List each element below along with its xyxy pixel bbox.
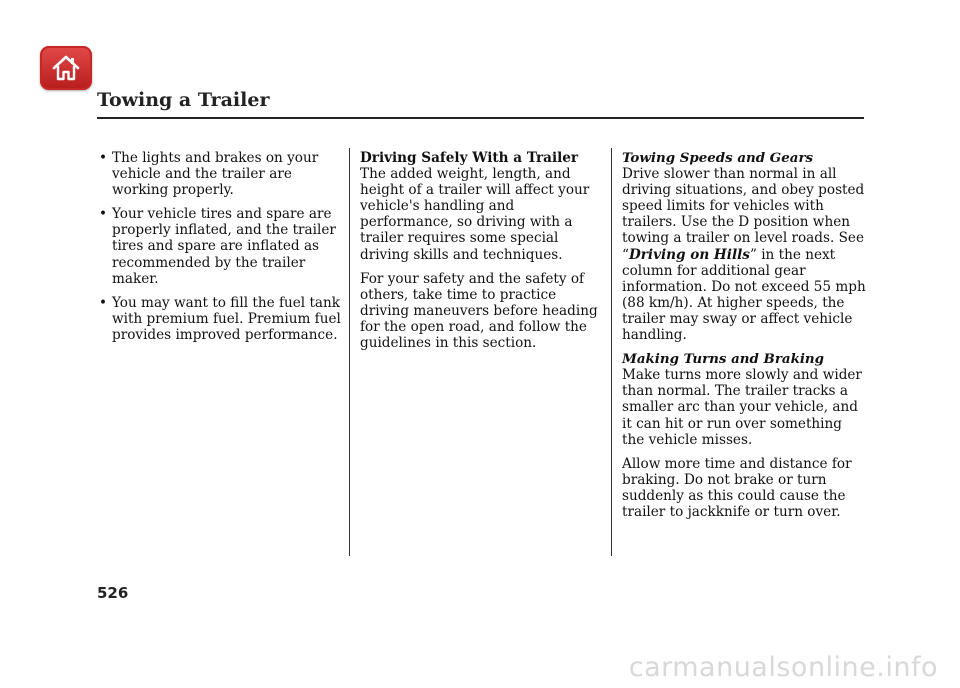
bullet-item: • The lights and brakes on your vehicle and the trailer are working properly. bbox=[97, 150, 342, 198]
bullet-item: • Your vehicle tires and spare are properly inflated, and the trailer tires and spare are inflated as recommended by the trailer maker. bbox=[97, 206, 342, 286]
home-icon bbox=[51, 54, 81, 82]
paragraph: Make turns more slowly and wider than normal. The trailer tracks a smaller arc than your vehicle, and it can hit or run over something the vehicle misses. bbox=[622, 367, 862, 448]
home-button[interactable] bbox=[40, 46, 92, 90]
paragraph-text: ” in the next column for additional gear information. Do not exceed 55 mph (88 km/h). At higher speeds, the trailer may sway or affect vehicle handling. bbox=[622, 246, 866, 344]
column-2 bbox=[360, 150, 605, 359]
paragraph: The added weight, length, and height of a trailer will affect your vehicle's handling and performance, so driving with a trailer requires some special driving skills and techniques. bbox=[360, 166, 590, 263]
column-divider bbox=[611, 148, 612, 556]
paragraph-towing-speeds bbox=[622, 166, 867, 343]
column-1 bbox=[97, 150, 342, 351]
paragraph: For your safety and the safety of others, take time to practice driving maneuvers before heading for the open road, and follow the guidelines in this section. bbox=[360, 270, 598, 352]
checklist bbox=[97, 150, 342, 343]
paragraph: Allow more time and distance for braking. Do not brake or turn suddenly as this could cause the trailer to jackknife or turn over. bbox=[622, 455, 852, 520]
column-divider bbox=[349, 148, 350, 556]
paragraph-text: Drive slower than normal in all driving situations, and obey posted speed limits for vehicles with trailers. Use the D position when towing a trailer on level roads. See “ bbox=[622, 166, 865, 263]
subheading-turns-braking: Making Turns and Braking bbox=[622, 351, 825, 368]
column-3 bbox=[622, 150, 867, 528]
watermark: carmanualsonline.info bbox=[628, 652, 938, 683]
subheading-driving-safely: Driving Safely With a Trailer bbox=[360, 150, 579, 166]
section-title: Towing a Trailer bbox=[97, 89, 270, 111]
subheading-towing-speeds: Towing Speeds and Gears bbox=[622, 150, 814, 166]
bullet-item: • You may want to fill the fuel tank with premium fuel. Premium fuel provides improved performance. bbox=[97, 295, 342, 343]
page-number: 526 bbox=[97, 584, 129, 602]
cross-reference-link[interactable]: Driving on Hills bbox=[628, 246, 750, 263]
title-divider bbox=[97, 117, 864, 119]
